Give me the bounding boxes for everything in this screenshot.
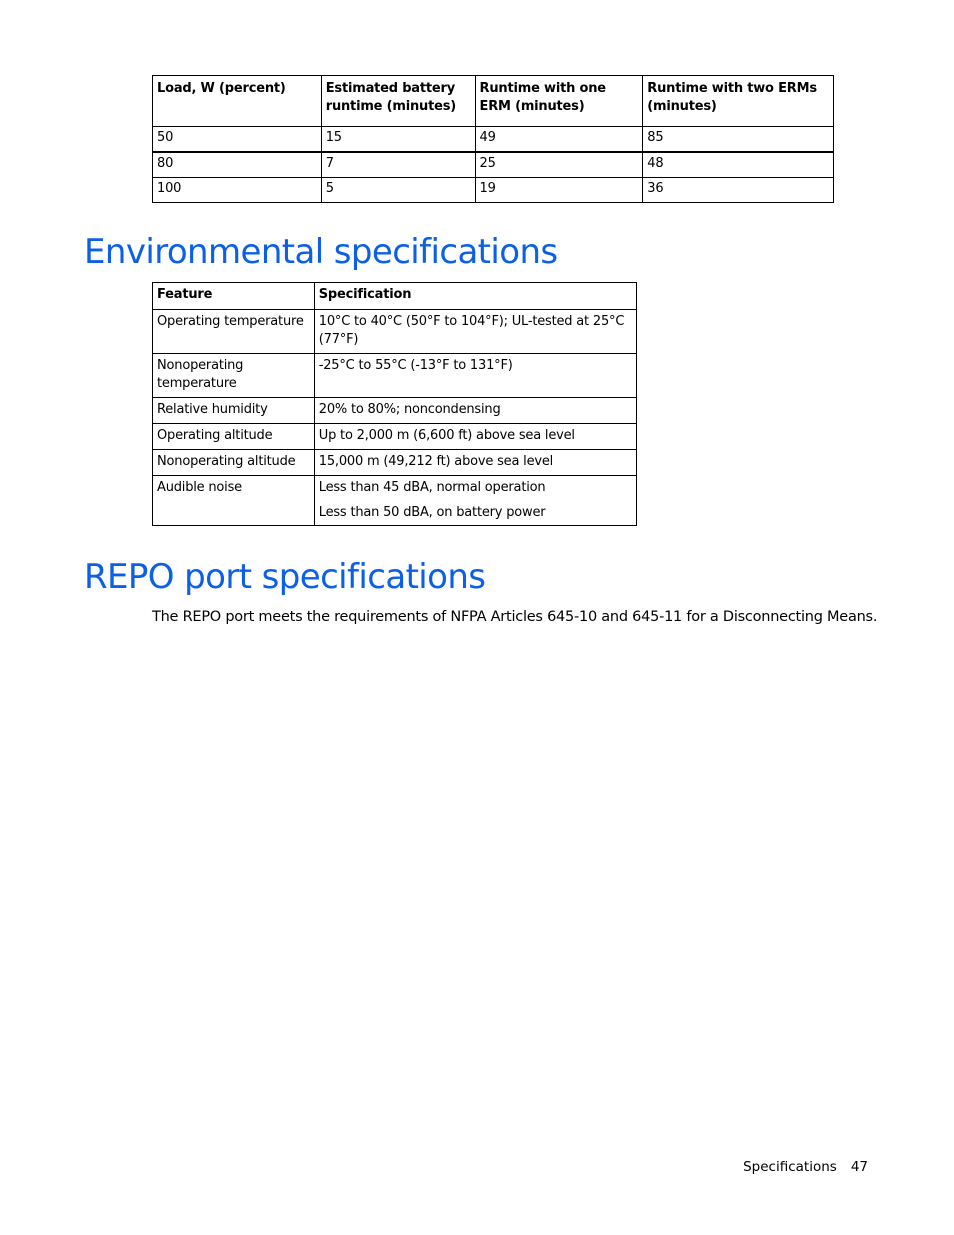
- feature-cell: Nonoperating temperature: [153, 354, 315, 398]
- section-heading-repo: REPO port specifications: [84, 557, 486, 597]
- spec-cell: [314, 476, 636, 526]
- environmental-specs-table: [152, 282, 637, 526]
- feature-cell: Operating temperature: [153, 310, 315, 354]
- table-cell: 80: [153, 152, 322, 178]
- repo-description: The REPO port meets the requirements of NFPA Articles 645-10 and 645-11 for a Disconnecting Means.: [152, 609, 878, 625]
- table-cell: 49: [475, 127, 643, 153]
- page-footer: [743, 1159, 868, 1175]
- table-cell: 100: [153, 178, 322, 203]
- env-table-header-row: [153, 283, 637, 310]
- table-cell: 15: [321, 127, 475, 153]
- table-row: [153, 310, 637, 354]
- table-row: [153, 476, 637, 526]
- spec-cell: 20% to 80%; noncondensing: [314, 398, 636, 424]
- runtime-header-cell: Runtime with one ERM (minutes): [475, 76, 643, 127]
- spec-cell: 10°C to 40°C (50°F to 104°F); UL-tested at 25°C (77°F): [314, 310, 636, 354]
- spec-line: Less than 50 dBA, on battery power: [318, 505, 546, 520]
- page-number: 47: [850, 1159, 868, 1175]
- spec-cell: 15,000 m (49,212 ft) above sea level: [314, 450, 636, 476]
- table-cell: 48: [643, 152, 834, 178]
- table-cell: 25: [475, 152, 643, 178]
- footer-section-title: Specifications: [743, 1159, 837, 1175]
- feature-cell: Relative humidity: [153, 398, 315, 424]
- runtime-header-cell: Load, W (percent): [153, 76, 322, 127]
- feature-cell: Nonoperating altitude: [153, 450, 315, 476]
- table-cell: 85: [643, 127, 834, 153]
- spec-cell: Up to 2,000 m (6,600 ft) above sea level: [314, 424, 636, 450]
- table-row: [153, 450, 637, 476]
- runtime-table-header-row: [153, 76, 834, 127]
- table-row: [153, 354, 637, 398]
- table-row: [153, 152, 834, 178]
- runtime-header-cell: Runtime with two ERMs (minutes): [643, 76, 834, 127]
- spec-cell: -25°C to 55°C (-13°F to 131°F): [314, 354, 636, 398]
- runtime-table: [152, 75, 834, 203]
- table-row: [153, 398, 637, 424]
- table-row: [153, 424, 637, 450]
- table-cell: 7: [321, 152, 475, 178]
- feature-cell: Operating altitude: [153, 424, 315, 450]
- env-header-cell: Specification: [314, 283, 636, 310]
- table-cell: 19: [475, 178, 643, 203]
- env-header-cell: Feature: [153, 283, 315, 310]
- table-cell: 50: [153, 127, 322, 153]
- section-heading-environmental: Environmental specifications: [84, 232, 558, 272]
- table-cell: 5: [321, 178, 475, 203]
- table-row: [153, 127, 834, 153]
- table-cell: 36: [643, 178, 834, 203]
- spec-line: Less than 45 dBA, normal operation: [318, 480, 546, 495]
- runtime-header-cell: Estimated battery runtime (minutes): [321, 76, 475, 127]
- table-row: [153, 178, 834, 203]
- feature-cell: Audible noise: [153, 476, 315, 526]
